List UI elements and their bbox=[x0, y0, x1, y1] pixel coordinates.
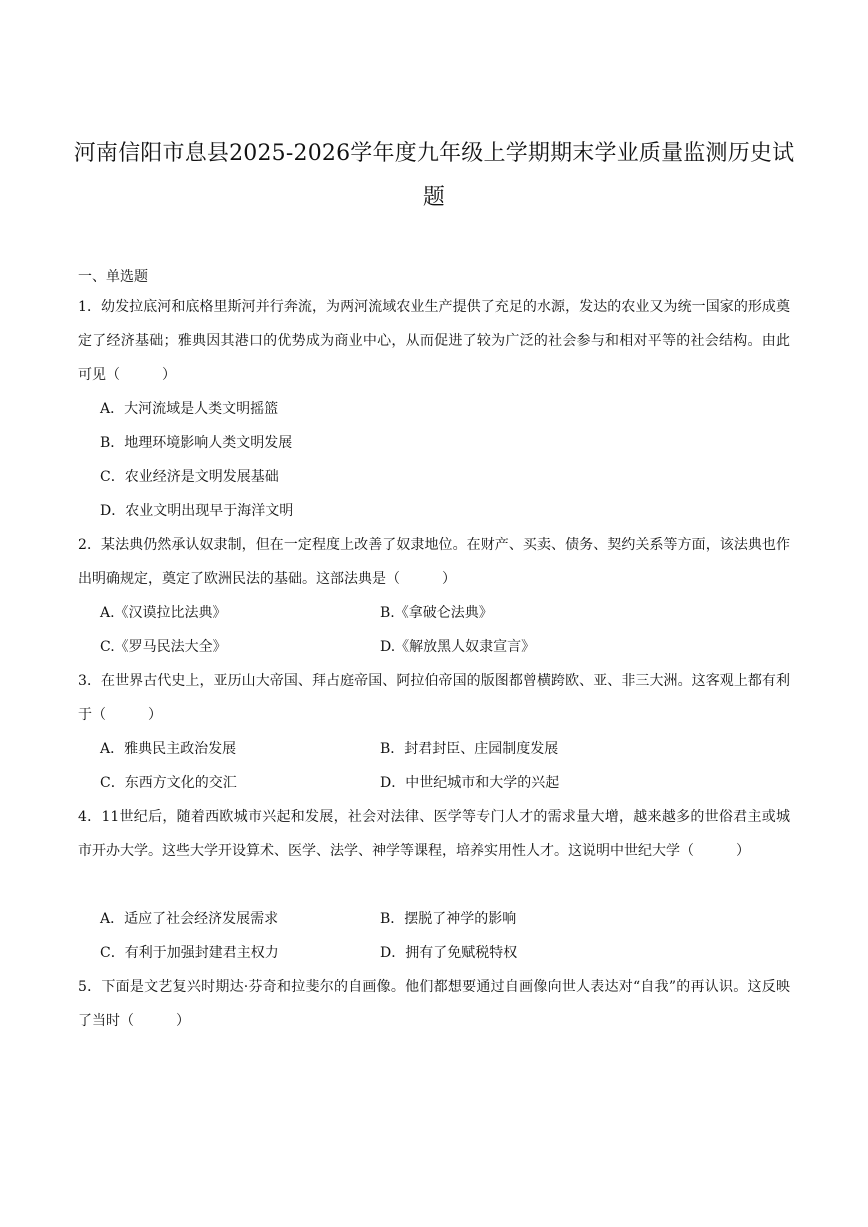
question-3-options bbox=[100, 732, 790, 800]
question-4-option-c: C．有利于加强封建君主权力 bbox=[100, 945, 279, 961]
question-2-option-b: B.《拿破仑法典》 bbox=[380, 605, 493, 621]
question-3-option-b: B．封君封臣、庄园制度发展 bbox=[380, 741, 559, 757]
question-1-options bbox=[100, 392, 790, 528]
section-heading: 一、单选题 bbox=[78, 269, 148, 285]
question-4-stem: 4．11世纪后，随着西欧城市兴起和发展，社会对法律、医学等专门人才的需求量大增，越来越多的世俗君主或城市开办大学。这些大学开设算术、医学、法学、神学等课程，培养实用性人才。这说明中世纪大学（ ） bbox=[78, 809, 790, 859]
question-2-option-c: C.《罗马民法大全》 bbox=[100, 639, 227, 655]
question-1-option-c: C．农业经济是文明发展基础 bbox=[100, 469, 279, 485]
question-2-option-a: A.《汉谟拉比法典》 bbox=[100, 605, 227, 621]
question-4-options bbox=[100, 902, 790, 970]
question-2-stem: 2．某法典仍然承认奴隶制，但在一定程度上改善了奴隶地位。在财产、买卖、债务、契约关系等方面，该法典也作出明确规定，奠定了欧洲民法的基础。这部法典是（ ） bbox=[78, 537, 790, 587]
question-4-option-d: D．拥有了免赋税特权 bbox=[380, 945, 518, 961]
question-4-option-b: B．摆脱了神学的影响 bbox=[380, 911, 517, 927]
question-3-option-c: C．东西方文化的交汇 bbox=[100, 775, 237, 791]
question-2-options bbox=[100, 596, 790, 664]
question-5-stem: 5．下面是文艺复兴时期达·芬奇和拉斐尔的自画像。他们都想要通过自画像向世人表达对“自我”的再认识。这反映了当时（ ） bbox=[78, 979, 790, 1029]
question-2-option-d: D.《解放黑人奴隶宣言》 bbox=[380, 639, 536, 655]
question-1-option-b: B．地理环境影响人类文明发展 bbox=[100, 435, 293, 451]
exam-title: 河南信阳市息县2025-2026学年度九年级上学期期末学业质量监测历史试题 bbox=[73, 141, 795, 210]
question-1-option-a: A．大河流域是人类文明摇篮 bbox=[100, 401, 279, 417]
question-3-stem: 3．在世界古代史上，亚历山大帝国、拜占庭帝国、阿拉伯帝国的版图都曾横跨欧、亚、非三大洲。这客观上都有利于（ ） bbox=[78, 673, 790, 723]
question-4-option-a: A．适应了社会经济发展需求 bbox=[100, 911, 279, 927]
question-1-option-d: D．农业文明出现早于海洋文明 bbox=[100, 503, 294, 519]
question-3-option-a: A．雅典民主政治发展 bbox=[100, 741, 237, 757]
question-1-stem: 1．幼发拉底河和底格里斯河并行奔流，为两河流域农业生产提供了充足的水源，发达的农业又为统一国家的形成奠定了经济基础；雅典因其港口的优势成为商业中心，从而促进了较为广泛的社会参与和相对平等的社会结构。由此可见（ ） bbox=[78, 299, 790, 383]
question-3-option-d: D．中世纪城市和大学的兴起 bbox=[380, 775, 560, 791]
